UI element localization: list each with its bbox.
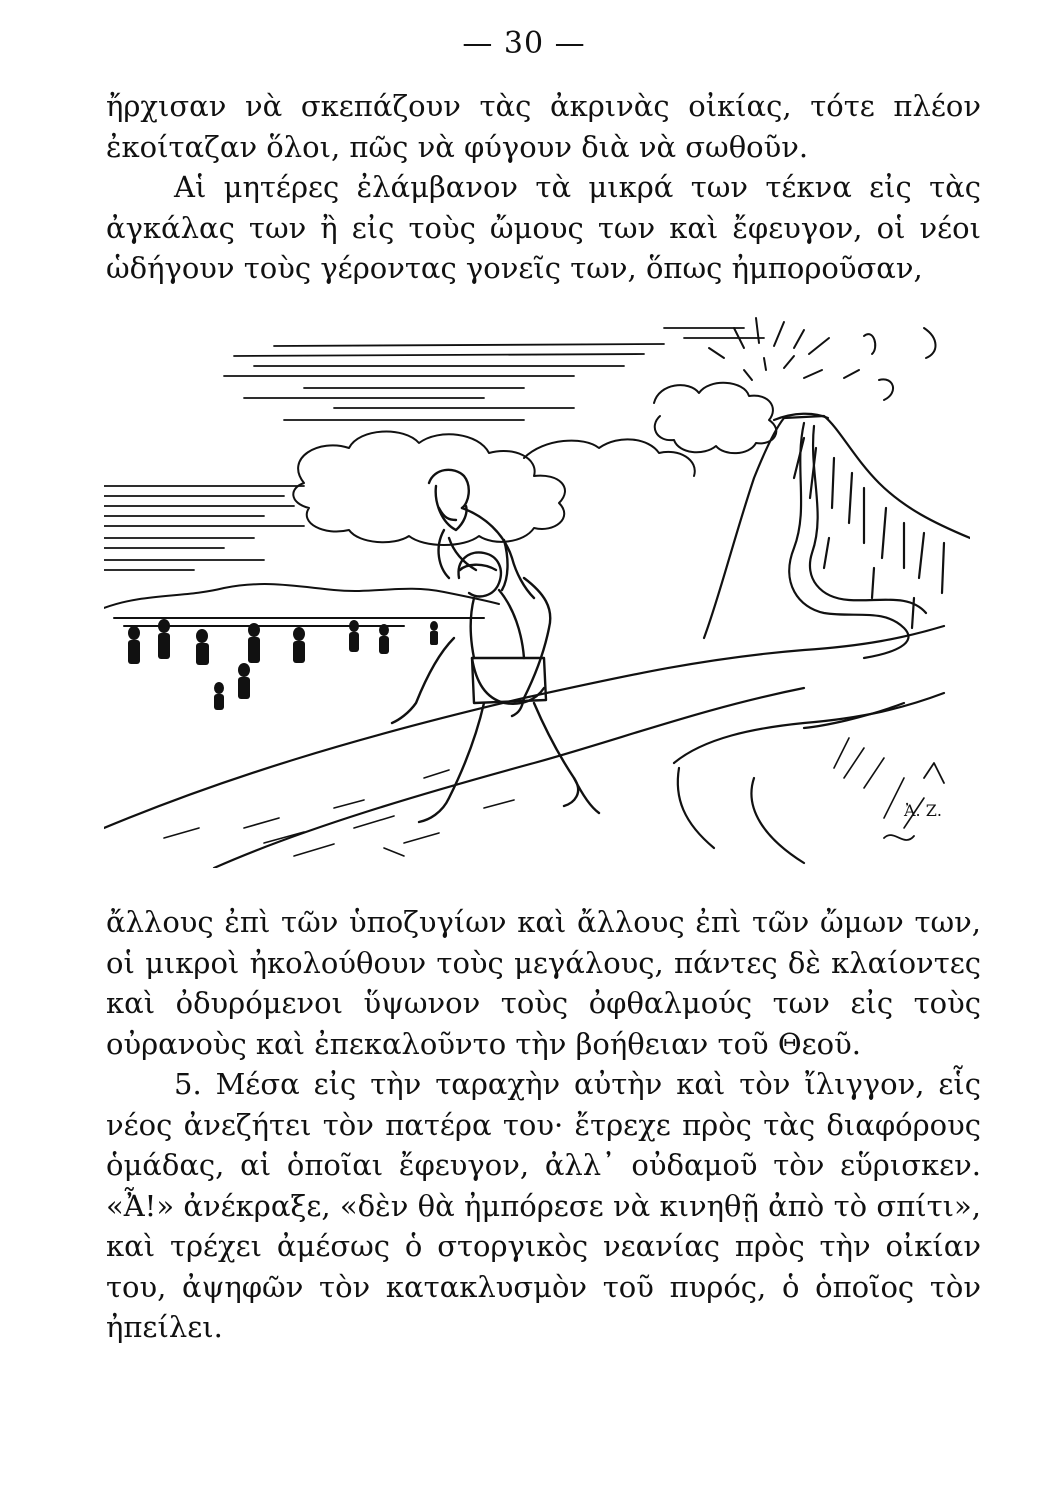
paragraph: ἤρχισαν νὰ σκεπάζουν τὰς ἀκρινὰς οἰκίας, τότε πλέον ἐκοίταζαν ὅλοι, πῶς νὰ φύγουν διὰ νὰ σωθοῦν. (106, 89, 981, 164)
road (104, 626, 944, 868)
text-block-bottom (106, 902, 981, 1348)
text-block-top (106, 86, 981, 289)
fleeing-crowd (128, 619, 438, 710)
paragraph: 5. Μέσα εἰς τὴν ταραχὴν αὐτὴν καὶ τὸν ἴλιγγον, εἷς νέος ἀνεζήτει τὸν πατέρα του· ἔτρεχε πρὸς τὰς διαφόρους ὁμάδας, αἱ ὁποῖαι ἔφευγον, ἀλλ᾽ οὐδαμοῦ τὸν εὕρισκεν. «Ἆ!» ἀνέκραξε, «δὲν θὰ ἠμπόρεσε νὰ κινηθῇ ἀπὸ τὸ σπίτι», καὶ τρέχει ἀμέσως ὁ στοργικὸς νεανίας πρὸς τὴν οἰκίαν του, ἀψηφῶν τὸν κατακλυσμὸν τοῦ πυρός, ὁ ὁποῖος τὸν ἠπείλει. (106, 1067, 981, 1344)
son-carrying-father-figure (392, 470, 599, 822)
paragraph: Αἱ μητέρες ἐλάμβανον τὰ μικρά των τέκνα εἰς τὰς ἀγκάλας των ἢ εἰς τοὺς ὤμους των καὶ ἔφευγον, οἱ νέοι ὡδήγουν τοὺς γέροντας γονεῖς των, ὅπως ἠμποροῦσαν, (106, 170, 981, 285)
paragraph: ἄλλους ἐπὶ τῶν ὑποζυγίων καὶ ἄλλους ἐπὶ τῶν ὤμων των, οἱ μικροὶ ἠκολούθουν τοὺς μεγάλους, πάντες δὲ κλαίοντες καὶ ὀδυρόμενοι ὕψωνον τοὺς ὀφθαλμούς των εἰς τοὺς οὐρανοὺς καὶ ἐπεκαλοῦντο τὴν βοήθειαν τοῦ Θεοῦ. (106, 905, 981, 1061)
page-number: — 30 — (462, 26, 586, 61)
ground-texture (164, 738, 924, 856)
volcano (704, 414, 970, 638)
sky-hatching (104, 328, 764, 570)
artist-signature: Ἀ. Ζ. (904, 801, 942, 820)
volcano-escape-illustration (104, 308, 970, 868)
